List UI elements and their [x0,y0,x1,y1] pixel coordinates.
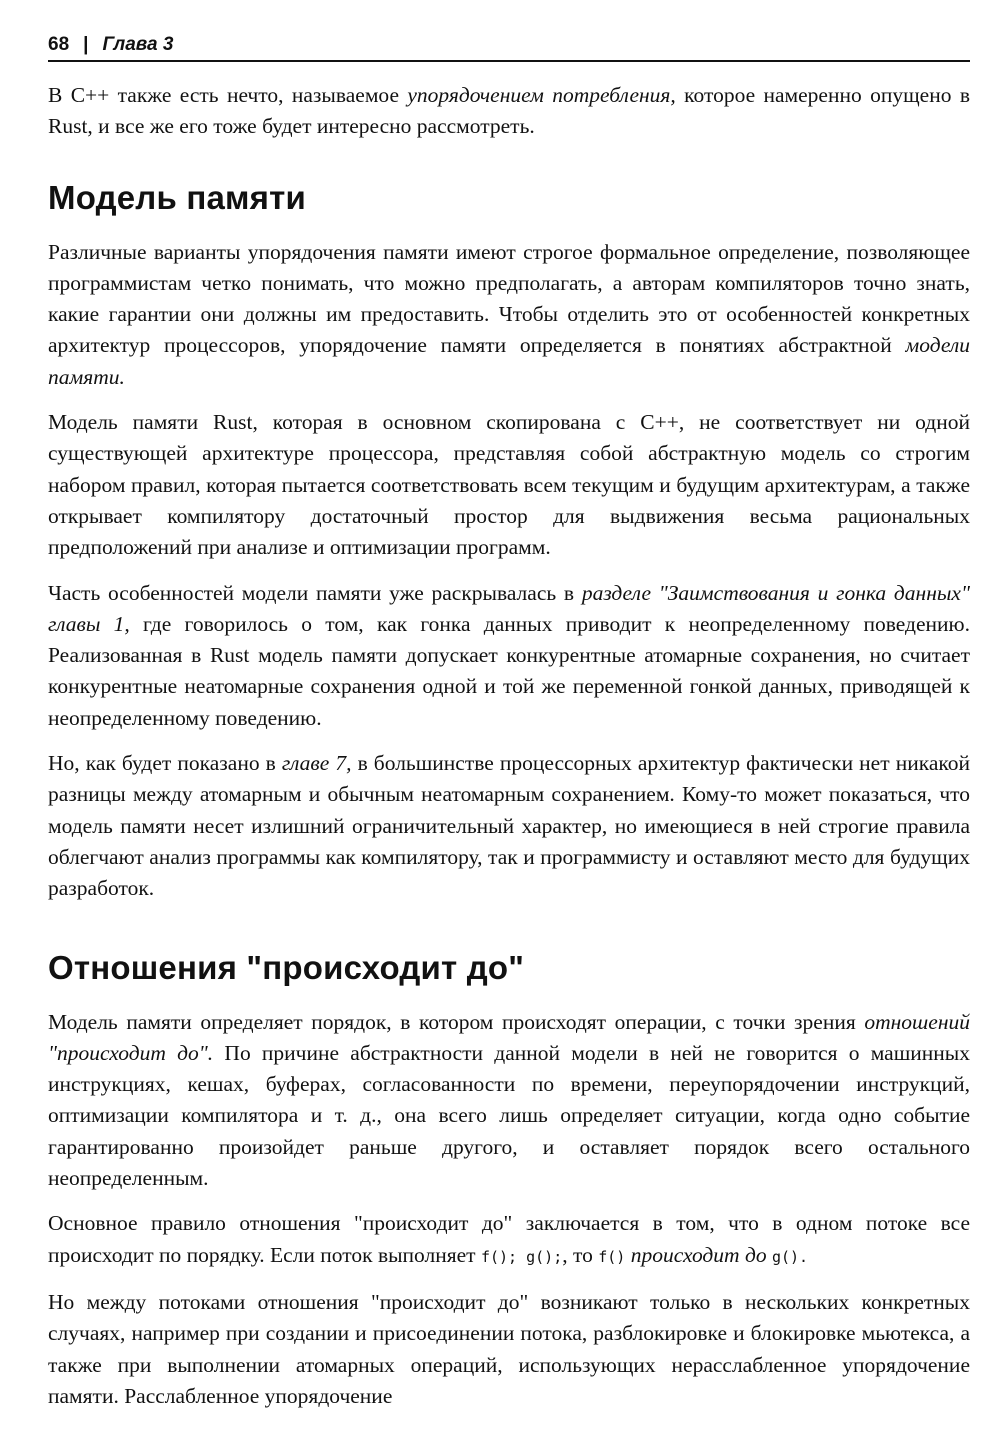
code-inline: f() [598,1247,626,1266]
section-heading-happens-before: Отношения "происходит до" [48,948,525,986]
intro-term: упорядочением потребления, [407,83,676,107]
paragraph-text-end: По причине абстрактности данной модели в ней не говорится о машинных инструкциях, кешах, буферах, согласованности по времени, переупорядочении инструкций, оптимизации компилятора и т. д., она всего лишь определяет ситуации, когда одно событие гарантированно произойдет раньше другого, и оставляет порядок всего остального неопределенным. [48,1040,970,1191]
happens-before-paragraph-3: Но между потоками отношения "происходит до" возникают только в нескольких конкретных случаях, например при создании и присоединении потока, разблокировке и блокировке мьютекса, а также при выполнении атомарных операций, использующих нерасслабленное упорядочение памяти. Расслабленное упорядочение [48,1289,970,1408]
running-header [48,34,970,62]
paragraph-text-end: где говорилось о том, как гонка данных приводит к неопределенному поведению. Реализованная в Rust модель памяти допускает конкурентные атомарные сохранения, но считает конкурентные неатомарные сохранения одной и той же переменной гонкой данных, приводящей к неопределенному поведению. [48,611,970,730]
happens-before-paragraph-2 [48,1208,970,1273]
chapter-title: Глава 3 [102,34,174,55]
intro-paragraph [48,80,970,143]
memory-model-paragraph-2: Модель памяти Rust, которая в основном скопирована с C++, не соответствует ни одной существующей архитектуре процессора, представляя собой абстрактную модель со строгим набором правил, которая пытается соответствовать всем текущим и будущим архитектурам, а также открывает компилятору достаточный простор для выдвижения весьма рациональных предположений при анализе и оптимизации программ. [48,410,970,560]
paragraph-term: модели памяти. [48,333,970,389]
memory-model-paragraph-4 [48,748,970,904]
paragraph-text: , то [562,1242,599,1267]
happens-before-paragraph-1 [48,1007,970,1195]
cross-reference: разделе "Заимствования и гонка данных" главы 1, [48,580,970,636]
memory-model-paragraph-3 [48,578,970,734]
book-page [48,34,970,1426]
code-inline: f(); g(); [480,1247,563,1266]
paragraph-term: отношений "происходит до". [48,1009,970,1065]
paragraph-text: Различные варианты упорядочения памяти имеют строгое формальное определение, позволяющее программистам четко понимать, что можно предполагать, а авторам компиляторов точно знать, какие гарантии они должны им предоставить. Чтобы отделить это от особенностей конкретных архитектур процессоров, упорядочение памяти определяется в понятиях абстрактной [48,239,970,358]
paragraph-text: Модель памяти определяет порядок, в котором происходят операции, с точки зрения [48,1009,865,1034]
paragraph-text: Часть особенностей модели памяти уже раскрывалась в [48,580,582,605]
code-inline: g(). [771,1247,809,1266]
section-heading-memory-model: Модель памяти [48,178,306,216]
memory-model-paragraph-1 [48,237,970,393]
header-separator: | [83,34,89,55]
paragraph-term: происходит до [625,1242,772,1267]
cross-reference: главе 7, [281,751,352,776]
intro-text: В C++ также есть нечто, называемое [48,83,408,107]
paragraph-text: Но, как будет показано в [48,751,282,776]
paragraph-text: Основное правило отношения "происходит до" заключается в том, что в одном потоке все происходит по порядку. Если поток выполняет [48,1211,970,1267]
page-number: 68 [48,34,70,55]
paragraph-text-end: в большинстве процессорных архитектур фактически нет никакой разницы между атомарным и обычным неатомарным сохранением. Кому-то может показаться, что модель памяти несет излишний ограничительный характер, но имеющиеся в ней строгие правила облегчают анализ программы как компилятору, так и программисту и оставляют место для будущих разработок. [48,751,970,901]
intro-text-end: которое намеренно опущено в Rust, и все же его тоже будет интересно рассмотреть. [48,83,970,139]
